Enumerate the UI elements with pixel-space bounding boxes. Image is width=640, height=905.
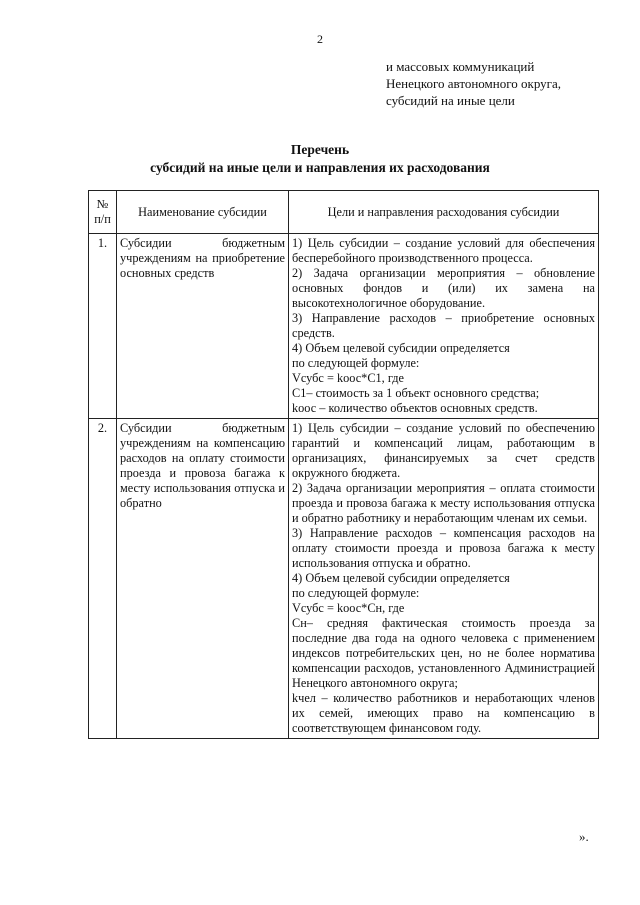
subsidy-name: Субсидии бюджетным учреждениям на компенсацию расходов на оплату стоимости проезда и провоза багажа к месту использования отпуска и обратно (117, 419, 289, 739)
description-line: 2) Задача организации мероприятия – оплата стоимости проезда и провоза багажа к месту использования отпуска и обратно работнику и неработающим членам их семьи. (292, 481, 595, 525)
description-line: 4) Объем целевой субсидии определяется (292, 341, 510, 355)
description-line: Cн– средняя фактическая стоимость проезда за последние два года на одного человека с применением индексов потребительских цен, но не более норматива компенсации расходов, установленного Администрацией Ненецкого автономного округа; (292, 616, 595, 690)
column-header-number: № п/п (89, 191, 117, 234)
closing-quote-mark: ». (579, 829, 589, 844)
column-header-name: Наименование субсидии (117, 191, 289, 234)
subsidies-table (88, 190, 599, 739)
subsidy-name: Субсидии бюджетным учреждениям на приобретение основных средств (117, 234, 289, 419)
table-header-row (89, 191, 599, 234)
description-line: 3) Направление расходов – компенсация расходов на оплату стоимости проезда и провоза багажа к месту использования отпуска и обратно. (292, 526, 595, 570)
header-line: Ненецкого автономного округа, (386, 76, 561, 91)
description-line: по следующей формуле: (292, 586, 420, 600)
table-row (89, 419, 599, 739)
header-line: субсидий на иные цели (386, 93, 515, 108)
header-line: и массовых коммуникаций (386, 59, 535, 74)
column-header-description: Цели и направления расходования субсидии (289, 191, 599, 234)
title-line: субсидий на иные цели и направления их расходования (150, 160, 490, 175)
description-line: C1– стоимость за 1 объект основного средства; (292, 386, 540, 400)
description-line: 4) Объем целевой субсидии определяется (292, 571, 510, 585)
description-line: 2) Задача организации мероприятия – обновление основных фондов и (или) их замена на высокотехнологичное оборудование. (292, 266, 595, 310)
description-line: kоос – количество объектов основных средств. (292, 401, 538, 415)
page-number: 2 (317, 32, 323, 46)
description-line: kчел – количество работников и неработающих членов их семей, имеющих право на компенсацию в соответствующем финансовом году. (292, 691, 595, 735)
formula-line: Vсубс = kоос*Cн, где (292, 601, 405, 615)
formula-line: Vсубс = kоос*C1, где (292, 371, 404, 385)
description-line: по следующей формуле: (292, 356, 420, 370)
subsidy-description (289, 419, 599, 739)
document-title (0, 141, 640, 177)
description-line: 1) Цель субсидии – создание условий по обеспечению гарантий и компенсаций лицам, работающим в организациях, финансируемых за счет средств окружного бюджета. (292, 421, 595, 480)
document-header (386, 58, 616, 109)
title-line: Перечень (290, 142, 350, 157)
row-number: 2. (89, 419, 117, 739)
table-row (89, 234, 599, 419)
description-line: 3) Направление расходов – приобретение основных средств. (292, 311, 595, 340)
description-line: 1) Цель субсидии – создание условий для обеспечения бесперебойного производственного процесса. (292, 236, 595, 265)
row-number: 1. (89, 234, 117, 419)
subsidy-description (289, 234, 599, 419)
